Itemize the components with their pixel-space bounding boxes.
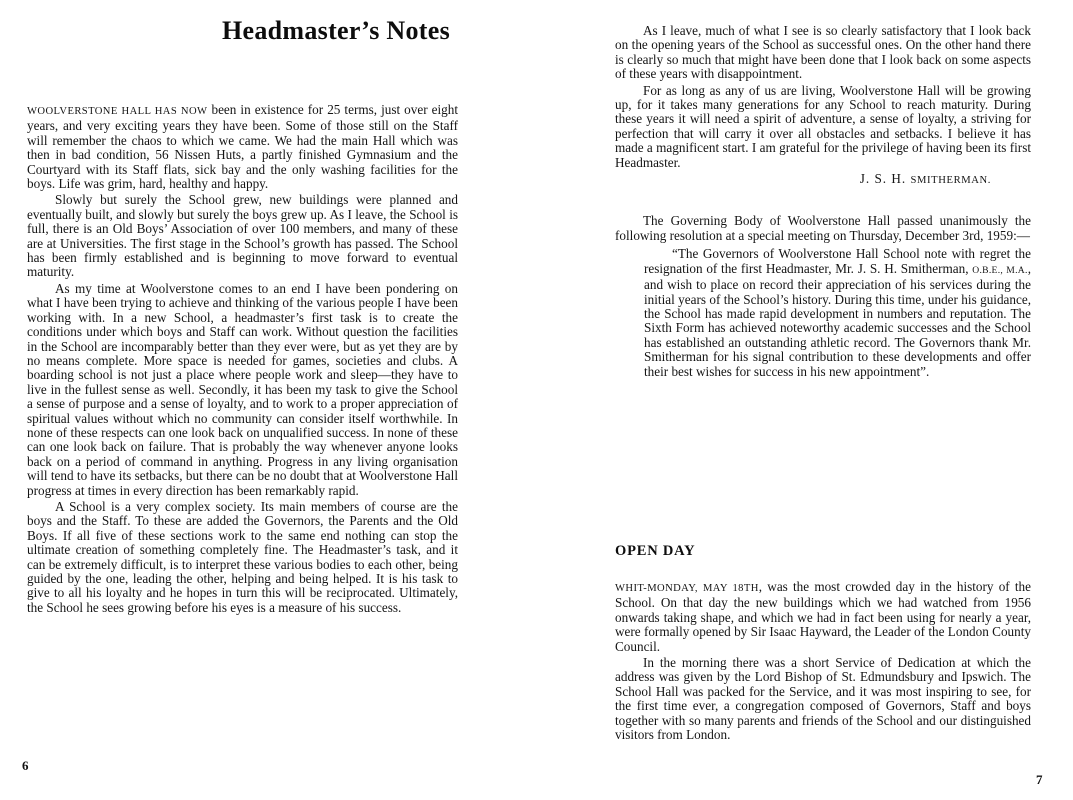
left-page (0, 0, 536, 800)
page-title: Headmaster’s Notes (222, 16, 451, 45)
honours-abbreviation: O.B.E., M.A. (972, 264, 1028, 276)
page-number: 6 (22, 758, 29, 773)
section-heading-open-day: OPEN DAY (615, 543, 696, 559)
quote-text: , and wish to place on record their appreciation of his services during the initial years of the School’s history. During this time, under his guidance, the School has made rapid development in numbers and reputation. The Sixth Form has achieved noteworthy academic successes and the School has established an outstanding athletic record. The Governors thank Mr. Smitherman for his signal contribution to these developments and offer their best wishes for success in his new appointment”. (644, 260, 1031, 379)
paragraph: As my time at Woolverstone comes to an end I have been pondering on what I have been trying to achieve and thinking of the various people I have been working with. In a new School, a headmaster’s first task is to create the conditions under which boys and Staff can work. Without question the facilities in the School are incomparably better than they ever were, but as yet they are by no means complete. More space is needed for games, societies and clubs. A boarding school is not just a place where people work and sleep—they have to live in the fullest sense as well. Secondly, it has been my task to give the School a sense of purpose and a sense of loyalty, and to work to a proper appreciation of spiritual values without which no community can consider itself worthwhile. In none of these respects can one look back on unqualified success. In none of these can one look back on failure. That is probably the way whenever anyone looks back on a period of command in anything. Progress in any living organisation will tend to have its setbacks, but there can be no doubt that at Woolverstone Hall progress at times in every direction has been remarkably rapid. (27, 280, 458, 498)
resolution-quote (644, 247, 1031, 379)
signature (615, 172, 991, 188)
resolution-intro: The Governing Body of Woolverstone Hall passed unanimously the following resolution at a special meeting on Thursday, December 3rd, 1959:— (615, 213, 1031, 243)
signature-surname: SMITHERMAN. (910, 175, 991, 187)
quote-text: “The Governors of Woolverstone Hall School note with regret the resignation of the first Headmaster, Mr. J. S. H. Smitherman, (644, 246, 1031, 276)
paragraph-text: , was the most crowded day in the history of the School. On that day the new buildings which we had watched from 1956 onwards taking shape, and which we had in fact been using for nearly a year, were formally opened by Sir Isaac Hayward, the Leader of the London County Council. (615, 579, 1031, 654)
paragraph: For as long as any of us are living, Woolverstone Hall will be growing up, for it takes many generations for any School to reach maturity. During these years it will need a spirit of adventure, a sense of loyalty, a striving for perfection that will carry it over all obstacles and setbacks. I believe it has made a magnificent start. I am grateful for the privilege of having been its first Headmaster. (615, 82, 1031, 170)
headmasters-notes-continued (615, 24, 1031, 379)
signature-initials: J. S. H. (859, 171, 907, 187)
paragraph: As I leave, much of what I see is so clearly satisfactory that I look back on the opening years of the School as successful ones. On the other hand there is clearly so much that might have been done that I look back on some aspects of these years with disappointment. (615, 23, 1031, 82)
right-page (536, 0, 1073, 800)
paragraph (27, 103, 458, 191)
paragraph: A School is a very complex society. Its main members of course are the boys and the Staff. To these are added the Governors, the Parents and the Old Boys. If all five of these sections work to the same end nothing can stop the ultimate creation of something completely fine. The Headmaster’s task, and it can be extremely difficult, is to interpret these various bodies to each other, being guided by the one, leading the other, helping and being helped. It is his task to give to all his loyalty and he hopes in turn this will be reciprocated. Ultimately, the School he sees growing before his eyes is a measure of his success. (27, 498, 458, 615)
open-day-body (615, 580, 1031, 744)
paragraph: In the morning there was a short Service of Dedication at which the address was given by the Lord Bishop of St. Edmundsbury and Ipswich. The School Hall was packed for the Service, and it was most inspiring to see, for the first time ever, a congregation composed of Governors, Staff and boys together with so many parents and friends of the School and our distinguished visitors from London. (615, 655, 1031, 743)
page-number: 7 (1036, 772, 1043, 787)
paragraph-text: been in existence for 25 terms, just over eight years, and very exciting years they have been. Some of those still on the Staff will remember the chaos to which we came. We had the main Hall which was then in bad condition, 56 Nissen Huts, a partly finished Gymnasium and the Courtyard with its Staff flats, sick bay and the only washing facilities for the boys. Life was grim, hard, healthy and happy. (27, 102, 458, 192)
paragraph: Slowly but surely the School grew, new buildings were planned and eventually built, and slowly but surely the boys grew up. As I leave, the School is full, there is an Old Boys’ Association of over 100 members, and many of these are at Universities. The first stage in the School’s growth has passed. The School has been firmly established and is beginning to move forward to eventual maturity. (27, 192, 458, 280)
headmasters-notes-body (27, 103, 458, 617)
paragraph (615, 580, 1031, 654)
paragraph-lead-in: WOOLVERSTONE HALL HAS NOW (27, 106, 208, 117)
paragraph-lead-in: WHIT-MONDAY, MAY 18TH (615, 583, 759, 594)
